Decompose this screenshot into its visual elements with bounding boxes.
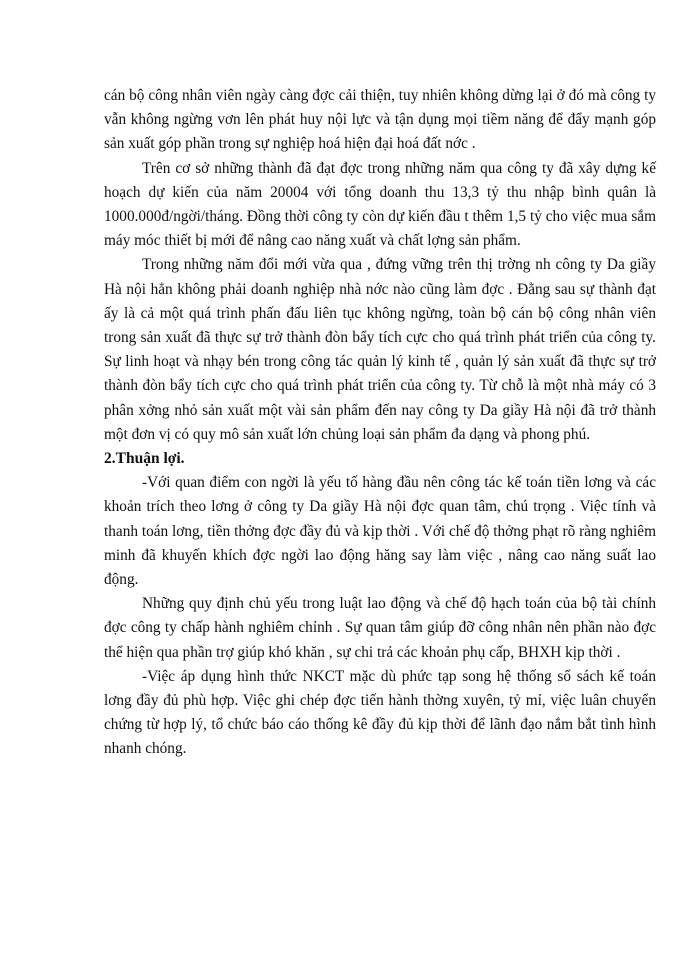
section-heading: 2.Thuận lợi. bbox=[104, 450, 185, 468]
paragraph-1: cán bộ công nhân viên ngày càng đợc cải thiện, tuy nhiên không dừng lại ở đó mà công ty vẫn không ngừng vơn lên phát huy nội lực và tận dụng mọi tiềm năng để đẩy mạnh góp sản xuất góp phần trong sự nghiệp hoá hiện đại hoá đất nớc . bbox=[104, 87, 656, 153]
paragraph-5: Những quy định chủ yếu trong luật lao động và chế độ hạch toán của bộ tài chính đợc công ty chấp hành nghiêm chỉnh . Sự quan tâm giúp đỡ công nhân nên phần nào đợc thể hiện qua phần trợ giúp khó khăn , sự chi trả các khoản phụ cấp, BHXH kịp thời . bbox=[104, 595, 656, 661]
paragraph-4: -Với quan điểm con ngời là yếu tố hàng đầu nên công tác kế toán tiền lơng và các khoản trích theo lơng ở công ty Da giầy Hà nội đợc quan tâm, chú trọng . Việc tính và thanh toán lơng, tiền thởng đợc đầy đủ và kịp thời . Với chế độ thởng phạt rõ ràng nghiêm minh đã khuyến khích đợc ngời lao động hăng say làm việc , nâng cao năng suất lao động. bbox=[104, 474, 656, 589]
document-body bbox=[104, 84, 656, 762]
paragraph-6: -Việc áp dụng hình thức NKCT mặc dù phức tạp song hệ thống sổ sách kế toán lơng đầy đủ phù hợp. Việc ghi chép đợc tiến hành thờng xuyên, tỷ mỉ, việc luân chuyển chứng từ hợp lý, tổ chức báo cáo thống kê đầy đủ kịp thời để lãnh đạo nắm bắt tình hình nhanh chóng. bbox=[104, 667, 656, 758]
paragraph-3: Trong những năm đổi mới vừa qua , đứng vững trên thị trờng nh công ty Da giầy Hà nội hẳn không phải doanh nghiệp nhà nớc nào cũng làm đợc . Đằng sau sự thành đạt ấy là cả một quá trình phấn đấu liên tục không ngừng, toàn bộ cán bộ công nhân viên trong sản xuất đã thực sự trở thành đòn bẩy tích cực cho quá trình phát triển của công ty. Sự linh hoạt và nhạy bén trong công tác quản lý kinh tế , quản lý sản xuất đã thực sự trở thành đòn bẩy tích cực cho quá trình phát triển của công ty. Từ chỗ là một nhà máy có 3 phân xởng nhỏ sản xuất một vài sản phẩm đến nay công ty Da giầy Hà nội đã trở thành một đơn vị có quy mô sản xuất lớn chủng loại sản phẩm đa dạng và phong phú. bbox=[104, 256, 656, 443]
paragraph-2: Trên cơ sở những thành đã đạt đợc trong những năm qua công ty đã xây dựng kế hoạch dự kiến của năm 20004 với tổng doanh thu 13,3 tỷ thu nhập bình quân là 1000.000đ/ngời/tháng. Đồng thời công ty còn dự kiến đầu t thêm 1,5 tỷ cho việc mua sắm máy móc thiết bị mới để nâng cao năng xuất và chất lợng sản phẩm. bbox=[104, 159, 656, 250]
